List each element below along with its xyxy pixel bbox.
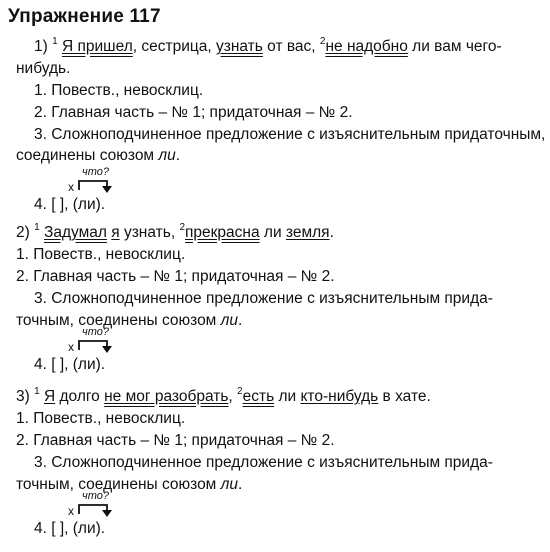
ex1-clause-marker-1: 1 <box>52 36 58 47</box>
ex1-item-4: 4. [ ], (ли). <box>34 196 106 213</box>
ex3-item-3: 3. Сложноподчиненное предложение с изъяснительным прида- <box>34 454 493 471</box>
ex1-sentence-cont: нибудь. <box>16 60 71 77</box>
ex2-text-2: узнать, <box>119 224 180 241</box>
ex1-text-2: от вас, <box>262 38 320 55</box>
ex3-subject-1: Я <box>43 388 56 405</box>
ex3-predicate-1: не мог разобрать <box>104 388 229 405</box>
ex1-conjunction: ли <box>158 147 176 164</box>
ex2-predicate-2: прекрасна <box>185 224 260 241</box>
ex3-text-1: долго <box>55 388 105 405</box>
ex1-item-3-cont <box>16 147 180 165</box>
ex3-scheme-arrow <box>68 490 138 520</box>
ex3-text-2: , <box>228 388 238 405</box>
ex2-text-4: . <box>329 224 334 241</box>
ex2-text-3: ли <box>259 224 286 241</box>
ex2-item-3-text: точным, соединены союзом <box>16 312 221 329</box>
ex2-marker: х <box>68 340 74 354</box>
ex2-item-3-end: . <box>238 312 243 329</box>
ex3-item-3-text: точным, соединены союзом <box>16 476 221 493</box>
ex2-item-2: 2. Главная часть – № 1; придаточная – № 2. <box>16 268 335 285</box>
ex3-text-3: ли <box>274 388 301 405</box>
ex1-predicate-2: узнать <box>215 38 263 55</box>
ex2-clause-marker-1: 1 <box>34 222 40 233</box>
ex1-predicate-3: не надобно <box>325 38 408 55</box>
ex3-item-3-end: . <box>238 476 243 493</box>
ex1-number: 1) <box>34 38 48 55</box>
ex1-sentence <box>34 38 502 56</box>
ex1-clause-marker-2: 2 <box>319 36 326 47</box>
ex3-predicate-2: есть <box>242 388 275 405</box>
ex3-number: 3) <box>16 388 30 405</box>
ex2-subject-2: земля <box>285 224 330 241</box>
ex1-text-1: , сестрица, <box>132 38 216 55</box>
ex3-marker: х <box>68 504 74 518</box>
ex3-item-2: 2. Главная часть – № 1; придаточная – № 2. <box>16 432 335 449</box>
ex1-item-3: 3. Сложноподчиненное предложение с изъяснительным придаточным, <box>34 126 546 143</box>
ex1-question: что? <box>82 166 109 178</box>
ex3-question: что? <box>82 490 109 502</box>
ex2-number: 2) <box>16 224 30 241</box>
ex2-sentence <box>16 224 334 242</box>
ex1-item-3-text: соединены союзом <box>16 147 159 164</box>
ex2-item-3: 3. Сложноподчиненное предложение с изъяснительным прида- <box>34 290 493 307</box>
ex3-item-4: 4. [ ], (ли). <box>34 520 106 537</box>
ex2-subject-1: я <box>111 224 120 241</box>
ex3-sentence <box>16 388 431 406</box>
ex3-clause-marker-1: 1 <box>34 386 40 397</box>
ex1-marker: х <box>68 180 74 194</box>
ex2-conjunction: ли <box>220 312 239 329</box>
ex2-predicate-1: Задумал <box>43 224 107 241</box>
ex3-text-4: в хате. <box>378 388 431 405</box>
arrow-icon <box>77 178 117 196</box>
ex1-item-2: 2. Главная часть – № 1; придаточная – № 2. <box>34 104 353 121</box>
ex2-item-4: 4. [ ], (ли). <box>34 356 106 373</box>
ex1-text-3: ли вам чего- <box>407 38 502 55</box>
exercise-title: Упражнение 117 <box>8 6 161 27</box>
ex3-item-1: 1. Повеств., невосклиц. <box>16 410 186 427</box>
arrow-icon <box>77 338 117 356</box>
ex1-item-3-end: . <box>175 147 181 164</box>
ex2-scheme-arrow <box>68 326 138 356</box>
ex2-clause-marker-2: 2 <box>179 222 185 233</box>
ex1-item-1: 1. Повеств., невосклиц. <box>34 82 204 99</box>
ex1-scheme-arrow <box>68 166 138 196</box>
ex2-item-1: 1. Повеств., невосклиц. <box>16 246 186 263</box>
ex3-clause-marker-2: 2 <box>237 386 243 397</box>
arrow-icon <box>77 502 117 520</box>
ex3-subject-2: кто-нибудь <box>300 388 379 405</box>
ex2-question: что? <box>82 326 109 338</box>
ex3-conjunction: ли <box>220 476 239 493</box>
ex1-predicate-1: Я пришел <box>61 38 133 55</box>
